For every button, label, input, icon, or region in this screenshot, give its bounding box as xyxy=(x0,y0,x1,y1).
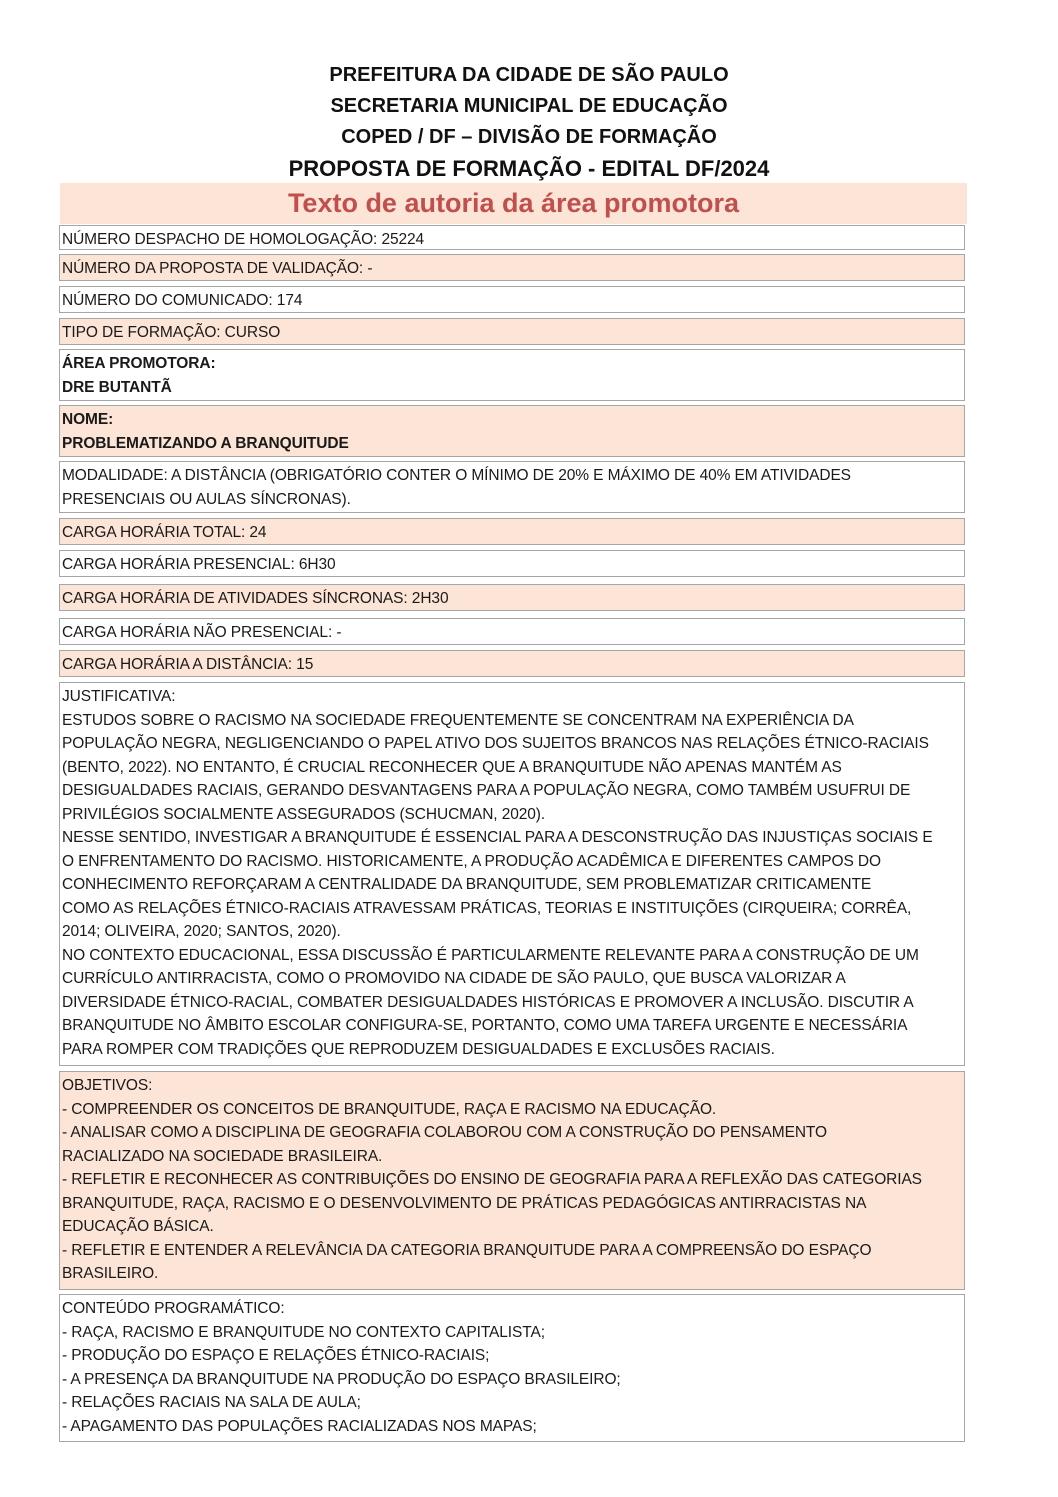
field-nome: NOME: PROBLEMATIZANDO A BRANQUITUDE xyxy=(59,405,965,457)
field-carga-presencial: CARGA HORÁRIA PRESENCIAL: 6H30 xyxy=(59,550,965,577)
field-objetivos: OBJETIVOS: - COMPREENDER OS CONCEITOS DE BRANQUITUDE, RAÇA E RACISMO NA EDUCAÇÃO. - ANALISAR COMO A DISCIPLINA DE GEOGRAFIA COLABOROU COM A CONSTRUÇÃO DO PENSAMENTO RACIALIZADO NA SOCIEDADE BRASILEIRA. - REFLETIR E RECONHECER AS CONTRIBUIÇÕES DO ENSINO DE GEOGRAFIA PARA A REFLEXÃO DAS CATEGORIAS BRANQUITUDE, RAÇA, RACISMO E O DESENVOLVIMENTO DE PRÁTICAS PEDAGÓGICAS ANTIRRACISTAS NA EDUCAÇÃO BÁSICA. - REFLETIR E ENTENDER A RELEVÂNCIA DA CATEGORIA BRANQUITUDE PARA A COMPREENSÃO DO ESPAÇO BRASILEIRO. xyxy=(59,1071,965,1290)
field-carga-nao-presencial: CARGA HORÁRIA NÃO PRESENCIAL: - xyxy=(59,618,965,645)
field-justificativa: JUSTIFICATIVA: ESTUDOS SOBRE O RACISMO NA SOCIEDADE FREQUENTEMENTE SE CONCENTRAM NA EXPERIÊNCIA DA POPULAÇÃO NEGRA, NEGLIGENCIANDO O PAPEL ATIVO DOS SUJEITOS BRANCOS NAS RELAÇÕES ÉTNICO-RACIAIS (BENTO, 2022). NO ENTANTO, É CRUCIAL RECONHECER QUE A BRANQUITUDE NÃO APENAS MANTÉM AS DESIGUALDADES RACIAIS, GERANDO DESVANTAGENS PARA A POPULAÇÃO NEGRA, COMO TAMBÉM USUFRUI DE PRIVILÉGIOS SOCIALMENTE ASSEGURADOS (SCHUCMAN, 2020). NESSE SENTIDO, INVESTIGAR A BRANQUITUDE É ESSENCIAL PARA A DESCONSTRUÇÃO DAS INJUSTIÇAS SOCIAIS E O ENFRENTAMENTO DO RACISMO. HISTORICAMENTE, A PRODUÇÃO ACADÊMICA E DIFERENTES CAMPOS DO CONHECIMENTO REFORÇARAM A CENTRALIDADE DA BRANQUITUDE, SEM PROBLEMATIZAR CRITICAMENTE COMO AS RELAÇÕES ÉTNICO-RACIAIS ATRAVESSAM PRÁTICAS, TEORIAS E INSTITUIÇÕES (CIRQUEIRA; CORRÊA, 2014; OLIVEIRA, 2020; SANTOS, 2020). NO CONTEXTO EDUCACIONAL, ESSA DISCUSSÃO É PARTICULARMENTE RELEVANTE PARA A CONSTRUÇÃO DE UM CURRÍCULO ANTIRRACISTA, COMO O PROMOVIDO NA CIDADE DE SÃO PAULO, QUE BUSCA VALORIZAR A DIVERSIDADE ÉTNICO-RACIAL, COMBATER DESIGUALDADES HISTÓRICAS E PROMOVER A INCLUSÃO. DISCUTIR A BRANQUITUDE NO ÂMBITO ESCOLAR CONFIGURA-SE, PORTANTO, COMO UMA TAREFA URGENTE E NECESSÁRIA PARA ROMPER COM TRADIÇÕES QUE REPRODUZEM DESIGUALDADES E EXCLUSÕES RACIAIS. xyxy=(59,682,965,1066)
field-carga-total: CARGA HORÁRIA TOTAL: 24 xyxy=(59,518,965,545)
authorship-banner: Texto de autoria da área promotora xyxy=(60,183,967,224)
field-despacho: NÚMERO DESPACHO DE HOMOLOGAÇÃO: 25224 xyxy=(59,225,965,250)
field-comunicado: NÚMERO DO COMUNICADO: 174 xyxy=(59,286,965,313)
field-conteudo-programatico: CONTEÚDO PROGRAMÁTICO: - RAÇA, RACISMO E BRANQUITUDE NO CONTEXTO CAPITALISTA; - PRODUÇÃO DO ESPAÇO E RELAÇÕES ÉTNICO-RACIAIS; - A PRESENÇA DA BRANQUITUDE NA PRODUÇÃO DO ESPAÇO BRASILEIRO; - RELAÇÕES RACIAIS NA SALA DE AULA; - APAGAMENTO DAS POPULAÇÕES RACIALIZADAS NOS MAPAS; xyxy=(59,1294,965,1442)
field-carga-sincronas: CARGA HORÁRIA DE ATIVIDADES SÍNCRONAS: 2H30 xyxy=(59,584,965,611)
field-validacao: NÚMERO DA PROPOSTA DE VALIDAÇÃO: - xyxy=(59,254,965,281)
header-prefeitura: PREFEITURA DA CIDADE DE SÃO PAULO xyxy=(329,64,729,86)
header-coped: COPED / DF – DIVISÃO DE FORMAÇÃO xyxy=(341,126,717,148)
field-modalidade: MODALIDADE: A DISTÂNCIA (OBRIGATÓRIO CONTER O MÍNIMO DE 20% E MÁXIMO DE 40% EM ATIVIDADES PRESENCIAIS OU AULAS SÍNCRONAS). xyxy=(59,461,965,513)
header-secretaria: SECRETARIA MUNICIPAL DE EDUCAÇÃO xyxy=(330,95,728,117)
field-tipo-formacao: TIPO DE FORMAÇÃO: CURSO xyxy=(59,318,965,345)
field-area-promotora: ÁREA PROMOTORA: DRE BUTANTÃ xyxy=(59,349,965,401)
document-title: PROPOSTA DE FORMAÇÃO - EDITAL DF/2024 xyxy=(288,156,770,181)
field-carga-distancia: CARGA HORÁRIA A DISTÂNCIA: 15 xyxy=(59,650,965,677)
